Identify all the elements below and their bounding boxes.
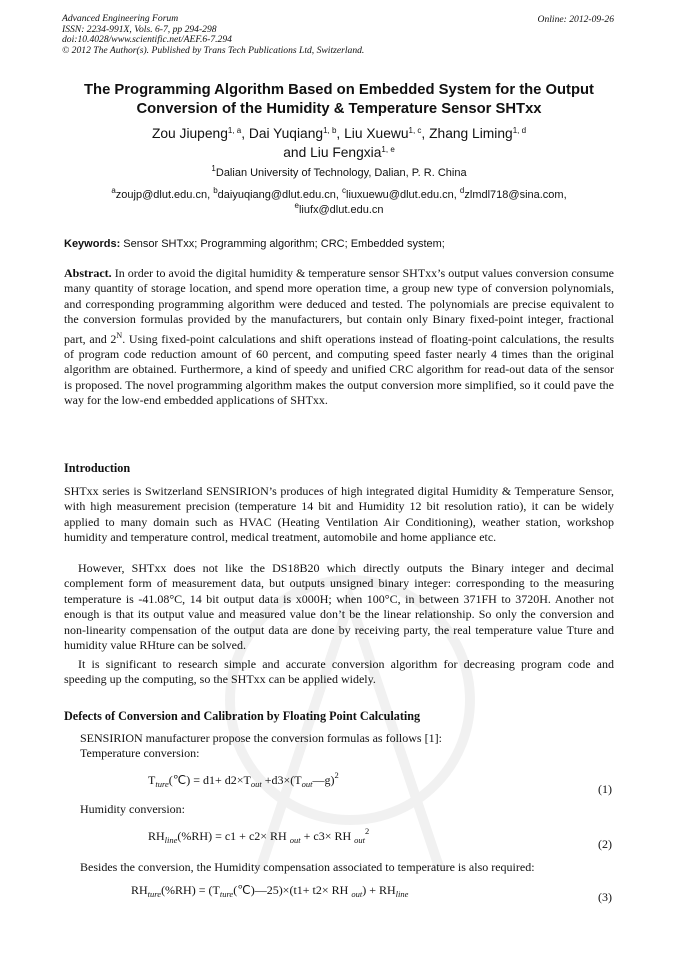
email-sup: a [111,186,116,195]
intro-paragraph-3 [64,657,614,688]
email-line-1: $^a$zoujp@dlut.edu.cn, $^b$daiyuqiang@dlut.edu.cn, $^c$liuxuewu@dlut.edu.cn, $^d$zlmdl718@sina.com, [111,186,567,201]
humidity-label: Humidity conversion: [80,802,185,816]
abstract-text-1: In order to avoid the digital humidity & temperature sensor SHTxx’s output values conversion consume many quantity of storage location, and spend more operation time, a group new type of conversion polynomials, and corresponding programming algorithm were deduced and tested. The polynomials are precise equivalent to the conversion formulas provided by the manufacturers, but contain only Binary fixed-point integer, fractional part, and 2 [64,266,614,346]
affiliation [40,164,638,179]
email-link[interactable]: liufx@dlut.edu.cn [298,204,384,216]
title-line-1: The Programming Algorithm Based on Embedded System for the Output [84,82,594,98]
author-name: Zou Jiupeng [151,126,228,141]
copyright-line: © 2012 The Author(s). Published by Trans Tech Publications Ltd, Switzerland. [62,44,365,56]
keywords [64,238,624,250]
paper-title [50,81,628,118]
intro-paragraph-1-text: SHTxx series is Switzerland SENSIRION’s produces of high integrated digital Humidity & Temperature Sensor, with high measurement precision (temperature 14 bit and Humidity 12 bit resolution ratio), it can be widely applied to many domain such as HVAC (Heating Ventilation Air Conditioning), weather station, workshop humidity and temperature control, medical treatment, automobile and home appliance etc. [64,484,614,545]
author-name: Zhang Liming [429,126,513,141]
equation-number-2: (2) [598,837,612,851]
journal-header [62,14,364,56]
online-date: Online: 2012-09-26 [537,14,614,25]
author-name: Dai Yuqiang [248,126,324,141]
equation-number-3: (3) [598,890,612,904]
email-sup: b [213,186,218,195]
abstract-text-2: . Using fixed-point calculations and shift operations instead of floating-point calculations, the results of program code reduction amount of 60 percent, and computing speed faster nearly 4 times than the original algorithm are obtained. Furthermore, a kind of speedy and unified CRC algorithm for read-out data of the sensor is proposed. The novel programming algorithm makes the output conversion more simplified, so it could pave the way for the low-end embedded applications of SHTxx. [64,331,614,408]
author-line-2: and Liu Fengxia$^{1, e}$ [283,145,395,160]
email-line-2 [40,203,638,218]
email-link[interactable]: zoujp@dlut.edu.cn [115,189,208,201]
doi-line: doi:10.4028/www.scientific.net/AEF.6-7.294 [62,34,232,46]
author-line-1: Zou Jiupeng$^{1, a}$, Dai Yuqiang$^{1, b}$, Liu Xuewu$^{1, c}$, Zhang Liming$^{1, d}$ [151,126,527,141]
journal-name: Advanced Engineering Forum [62,13,179,24]
compensation-text: Besides the conversion, the Humidity compensation associated to temperature is also required: [80,860,535,874]
intro-paragraph-1 [64,484,614,546]
equation-3: $RH_{ture}(\%RH)$ = $(T_{ture}(℃)—25)\times(t1+ t2\times$ RH $_{out}) + RH_{line}$ [131,883,409,899]
email-sup: d [459,186,465,195]
intro-paragraph-3-text: It is significant to research simple and accurate conversion algorithm for decreasing program code and speeding up the computing, so the SHTxx can be applied widely. [64,657,614,687]
keywords-label: Keywords: [64,238,121,250]
author-sup: 1, e [381,145,395,154]
intro-paragraph-2-text: However, SHTxx does not like the DS18B20 which directly outputs the Binary integer and decimal complement form of measurement data, but outputs unsigned binary integer: corresponding to the measuring temperature is -41.08°C, 14 bit output data is x000H; when 100°C, in between 371FH to 3720H. Another not enough is that its output value and measured value don’t be the linear relationship. So only the conversion and non-linearity compensation of the output data are done by receiving party, the real temperature value Tture and humidity value RHture can be solved. [64,561,614,653]
equation-2: $RH_{line}(\%RH) = c1 + c2\times$ RH $_{out}$ + c3× RH $_{out}^2$ [148,826,370,845]
title-line-2: Conversion of the Humidity & Temperature Sensor SHTxx [136,100,542,117]
author-sup: 1, c [408,126,422,135]
email-link[interactable]: daiyuqiang@dlut.edu.cn [217,189,336,201]
issn-line: ISSN: 2234-991X, Vols. 6-7, pp 294-298 [62,23,217,35]
abstract [64,266,614,409]
intro-paragraph-2 [64,561,614,653]
email-link[interactable]: liuxuewu@dlut.edu.cn [346,189,454,201]
email-link[interactable]: zlmdl718@sina.com [464,189,564,201]
author-sup: 1, b [323,126,337,135]
section-heading-introduction: Introduction [64,461,131,475]
affiliation-sup: 1 [211,164,216,173]
keywords-text: Sensor SHTxx; Programming algorithm; CRC; Embedded system; [120,238,445,250]
author-sup: 1, d [512,126,527,135]
author-name: Liu Fengxia [310,145,382,160]
affiliation-text: Dalian University of Technology, Dalian, P. R. China [215,167,467,179]
equation-1: $T_{ture}(℃) = d1+ d2\times T_{out}$ $+d3\times(T_{out}—g)^2$ [148,770,339,789]
temperature-label: Temperature conversion: [80,746,200,760]
abstract-sup: N [116,330,123,340]
email-sup: c [342,186,346,195]
equation-number-1: (1) [598,782,612,796]
email-sup: e [294,201,299,210]
author-list [40,124,638,162]
author-sup: 1, a [227,126,242,135]
section-heading-defects: Defects of Conversion and Calibration by Floating Point Calculating [64,709,421,723]
email-list [40,188,638,218]
author-name: Liu Xuewu [344,126,409,141]
defects-intro: SENSIRION manufacturer propose the conversion formulas as follows [1]: [80,731,442,745]
abstract-label: Abstract. [64,266,112,280]
